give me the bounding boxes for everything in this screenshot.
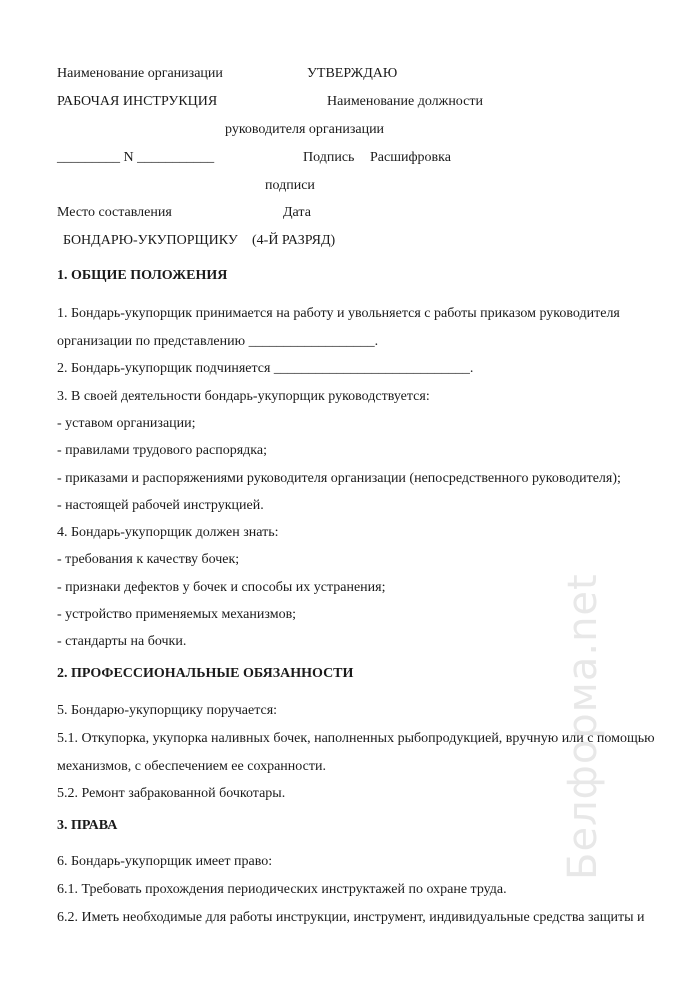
doc-type-label: РАБОЧАЯ ИНСТРУКЦИЯ	[57, 94, 218, 109]
list-item: - приказами и распоряжениями руководителя организации (непосредственного руководителя);	[57, 471, 621, 486]
paragraph-6-1: 6.1. Требовать прохождения периодических инструктажей по охране труда.	[57, 882, 507, 897]
list-item: - правилами трудового распорядка;	[57, 443, 267, 458]
section-2-title: 2. ПРОФЕССИОНАЛЬНЫЕ ОБЯЗАННОСТИ	[57, 666, 354, 681]
paragraph-5: 5. Бондарю-укупорщику поручается:	[57, 703, 278, 718]
list-item: - уставом организации;	[57, 416, 196, 431]
list-item: - стандарты на бочки.	[57, 634, 187, 649]
grade-label: (4-Й РАЗРЯД)	[252, 233, 336, 248]
number-line: _________ N ___________	[57, 150, 215, 165]
paragraph-5-1b: механизмов, с обеспечением ее сохранности.	[57, 759, 326, 774]
signature-label: Подпись	[303, 150, 355, 165]
list-item: - признаки дефектов у бочек и способы их устранения;	[57, 580, 386, 595]
paragraph-2: 2. Бондарь-укупорщик подчиняется ____________________________.	[57, 361, 474, 376]
section-1-title: 1. ОБЩИЕ ПОЛОЖЕНИЯ	[57, 268, 228, 283]
position-title-label: Наименование должности	[327, 94, 483, 109]
for-whom-label: БОНДАРЮ-УКУПОРЩИКУ	[63, 233, 238, 248]
list-item: - настоящей рабочей инструкцией.	[57, 498, 264, 513]
paragraph-5-1a: 5.1. Откупорка, укупорка наливных бочек, наполненных рыбопродукцией, вручную или с помощью	[57, 731, 655, 746]
date-label: Дата	[283, 205, 311, 220]
section-3-title: 3. ПРАВА	[57, 818, 118, 833]
paragraph-3: 3. В своей деятельности бондарь-укупорщик руководствуется:	[57, 389, 430, 404]
signature-label-2: подписи	[265, 178, 315, 193]
paragraph-5-2: 5.2. Ремонт забракованной бочкотары.	[57, 786, 286, 801]
place-label: Место составления	[57, 205, 172, 220]
list-item: - устройство применяемых механизмов;	[57, 607, 297, 622]
approve-label: УТВЕРЖДАЮ	[307, 66, 398, 81]
paragraph-1a: 1. Бондарь-укупорщик принимается на работу и увольняется с работы приказом руководителя	[57, 306, 620, 321]
watermark-logo: Белформа.net	[560, 573, 606, 880]
decoding-label: Расшифровка	[370, 150, 451, 165]
paragraph-6-2: 6.2. Иметь необходимые для работы инструкции, инструмент, индивидуальные средства защиты и	[57, 910, 645, 925]
paragraph-4: 4. Бондарь-укупорщик должен знать:	[57, 525, 279, 540]
org-name-label: Наименование организации	[57, 66, 223, 81]
paragraph-6: 6. Бондарь-укупорщик имеет право:	[57, 854, 273, 869]
head-of-org-label: руководителя организации	[225, 122, 385, 137]
paragraph-1b: организации по представлению __________________.	[57, 334, 379, 349]
list-item: - требования к качеству бочек;	[57, 552, 240, 567]
